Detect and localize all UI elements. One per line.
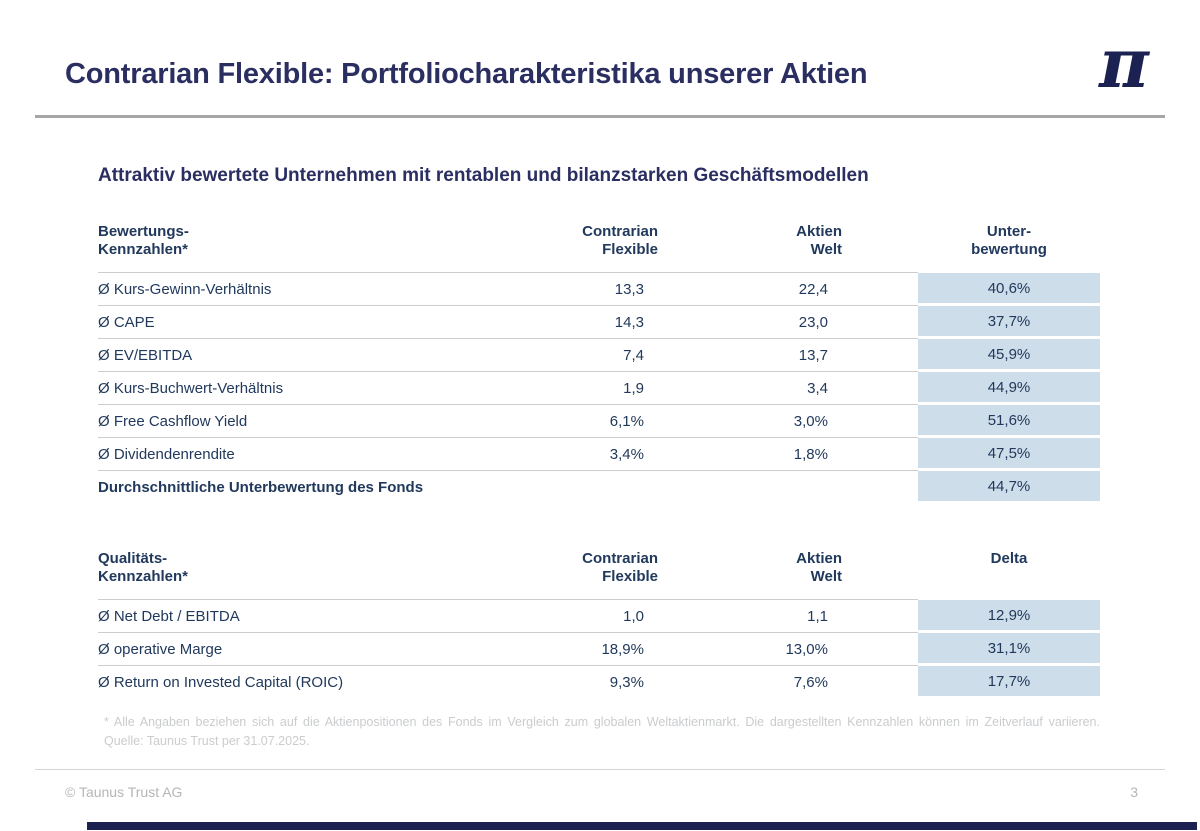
footnote-line-2: Quelle: Taunus Trust per 31.07.2025. — [104, 734, 310, 749]
table-row — [98, 437, 1100, 470]
table-row — [98, 404, 1100, 437]
highlight-value: 17,7% — [987, 672, 1031, 690]
aktien-welt-value: 3,4 — [807, 379, 828, 397]
footnote — [104, 713, 1100, 752]
contrarian-flexible-value: 7,4 — [623, 346, 644, 364]
aktien-welt-value: 22,4 — [798, 280, 828, 298]
table-row-main — [98, 371, 918, 404]
table-row — [98, 599, 1100, 632]
highlight-value: 40,6% — [987, 279, 1031, 297]
page-title: Contrarian Flexible: Portfoliocharakteristika unserer Aktien — [65, 58, 868, 90]
row-label: Ø Return on Invested Capital (ROIC) — [98, 673, 344, 691]
footer-divider — [35, 769, 1165, 770]
title-divider — [35, 115, 1165, 118]
header-line: Bewertungs- — [98, 223, 189, 240]
table-row-main — [98, 404, 918, 437]
row-label: Ø EV/EBITDA — [98, 346, 193, 364]
table-row — [98, 272, 1100, 305]
table-row-main — [98, 599, 918, 632]
highlight-value: 37,7% — [987, 312, 1031, 330]
aktien-welt-value: 7,6% — [793, 673, 828, 691]
highlight-cell — [918, 471, 1100, 501]
slide-content — [98, 165, 1100, 752]
header-highlight-column — [918, 223, 1100, 259]
footer-copyright: © Taunus Trust AG — [65, 784, 183, 800]
header-line: bewertung — [971, 241, 1047, 258]
highlight-cell — [918, 438, 1100, 468]
aktien-welt-value: 1,8% — [793, 445, 828, 463]
table-row-main — [98, 632, 918, 665]
table-row-main — [98, 470, 918, 503]
header-line: Flexible — [602, 241, 658, 258]
table-row-main — [98, 305, 918, 338]
slide-header — [0, 0, 1200, 118]
header-line: Qualitäts- — [98, 550, 168, 567]
highlight-value: 44,7% — [987, 477, 1031, 495]
table-row — [98, 305, 1100, 338]
row-label: Ø Kurs-Buchwert-Verhältnis — [98, 379, 284, 397]
highlight-value: 44,9% — [987, 378, 1031, 396]
table-row — [98, 632, 1100, 665]
row-label: Ø operative Marge — [98, 640, 223, 658]
header-highlight-column — [918, 550, 1100, 586]
table-header — [98, 223, 1100, 259]
header-line: Contrarian — [582, 550, 658, 567]
header-line: Delta — [990, 550, 1028, 567]
highlight-cell — [918, 405, 1100, 435]
highlight-cell — [918, 273, 1100, 303]
header-line: Welt — [810, 568, 842, 585]
row-label: Ø Net Debt / EBITDA — [98, 607, 240, 625]
row-label: Ø Free Cashflow Yield — [98, 412, 248, 430]
aktien-welt-value: 3,0% — [793, 412, 828, 430]
page-number: 3 — [1130, 784, 1138, 800]
aktien-welt-value: 13,7 — [798, 346, 828, 364]
table-row-main — [98, 272, 918, 305]
highlight-value: 47,5% — [987, 444, 1031, 462]
header-spacer — [842, 550, 918, 586]
highlight-value: 31,1% — [987, 639, 1031, 657]
highlight-cell — [918, 339, 1100, 369]
contrarian-flexible-value: 6,1% — [609, 412, 644, 430]
contrarian-flexible-value: 18,9% — [601, 640, 644, 658]
header-contrarian-flexible — [528, 550, 658, 586]
header-line: Kennzahlen* — [98, 568, 189, 585]
contrarian-flexible-value: 3,4% — [609, 445, 644, 463]
header-aktien-welt — [658, 550, 842, 586]
header-line: Welt — [810, 241, 842, 258]
aktien-welt-value: 23,0 — [798, 313, 828, 331]
header-line: Kennzahlen* — [98, 241, 189, 258]
row-label: Ø CAPE — [98, 313, 155, 331]
highlight-cell — [918, 666, 1100, 696]
table-row-main — [98, 338, 918, 371]
header-aktien-welt — [658, 223, 842, 259]
highlight-value: 45,9% — [987, 345, 1031, 363]
row-label: Ø Kurs-Gewinn-Verhältnis — [98, 280, 272, 298]
contrarian-flexible-value: 9,3% — [609, 673, 644, 691]
highlight-cell — [918, 633, 1100, 663]
highlight-value: 51,6% — [987, 411, 1031, 429]
highlight-cell — [918, 306, 1100, 336]
slide-subtitle: Attraktiv bewertete Unternehmen mit rentablen und bilanzstarken Geschäftsmodellen — [98, 165, 869, 186]
contrarian-flexible-value: 1,9 — [623, 379, 644, 397]
contrarian-flexible-value: 14,3 — [614, 313, 644, 331]
header-label — [98, 550, 528, 586]
table-row-main — [98, 437, 918, 470]
table-row — [98, 371, 1100, 404]
pi-logo-icon: π — [1099, 24, 1149, 104]
row-label: Durchschnittliche Unterbewertung des Fonds — [98, 478, 424, 496]
contrarian-flexible-value: 13,3 — [614, 280, 644, 298]
header-line: Aktien — [796, 223, 842, 240]
table-row-main — [98, 665, 918, 698]
header-line: Aktien — [796, 550, 842, 567]
header-contrarian-flexible — [528, 223, 658, 259]
table-row — [98, 665, 1100, 698]
contrarian-flexible-value: 1,0 — [623, 607, 644, 625]
row-label: Ø Dividendenrendite — [98, 445, 235, 463]
footnote-line-1: * Alle Angaben beziehen sich auf die Aktienpositionen des Fonds im Vergleich zum globalen Weltaktienmarkt. Die dargestellten Kennzahlen können im Zeitverlauf variieren. — [104, 715, 1100, 729]
highlight-value: 12,9% — [987, 606, 1031, 624]
header-line: Flexible — [602, 568, 658, 585]
table-row — [98, 470, 1100, 503]
quality-table — [98, 550, 1100, 698]
valuation-table — [98, 223, 1100, 503]
aktien-welt-value: 1,1 — [807, 607, 828, 625]
aktien-welt-value: 13,0% — [785, 640, 828, 658]
header-line: Contrarian — [582, 223, 658, 240]
bottom-accent-bar — [87, 822, 1197, 830]
table-row — [98, 338, 1100, 371]
header-spacer — [842, 223, 918, 259]
header-line: Unter- — [986, 223, 1032, 240]
table-header — [98, 550, 1100, 586]
highlight-cell — [918, 372, 1100, 402]
header-label — [98, 223, 528, 259]
highlight-cell — [918, 600, 1100, 630]
